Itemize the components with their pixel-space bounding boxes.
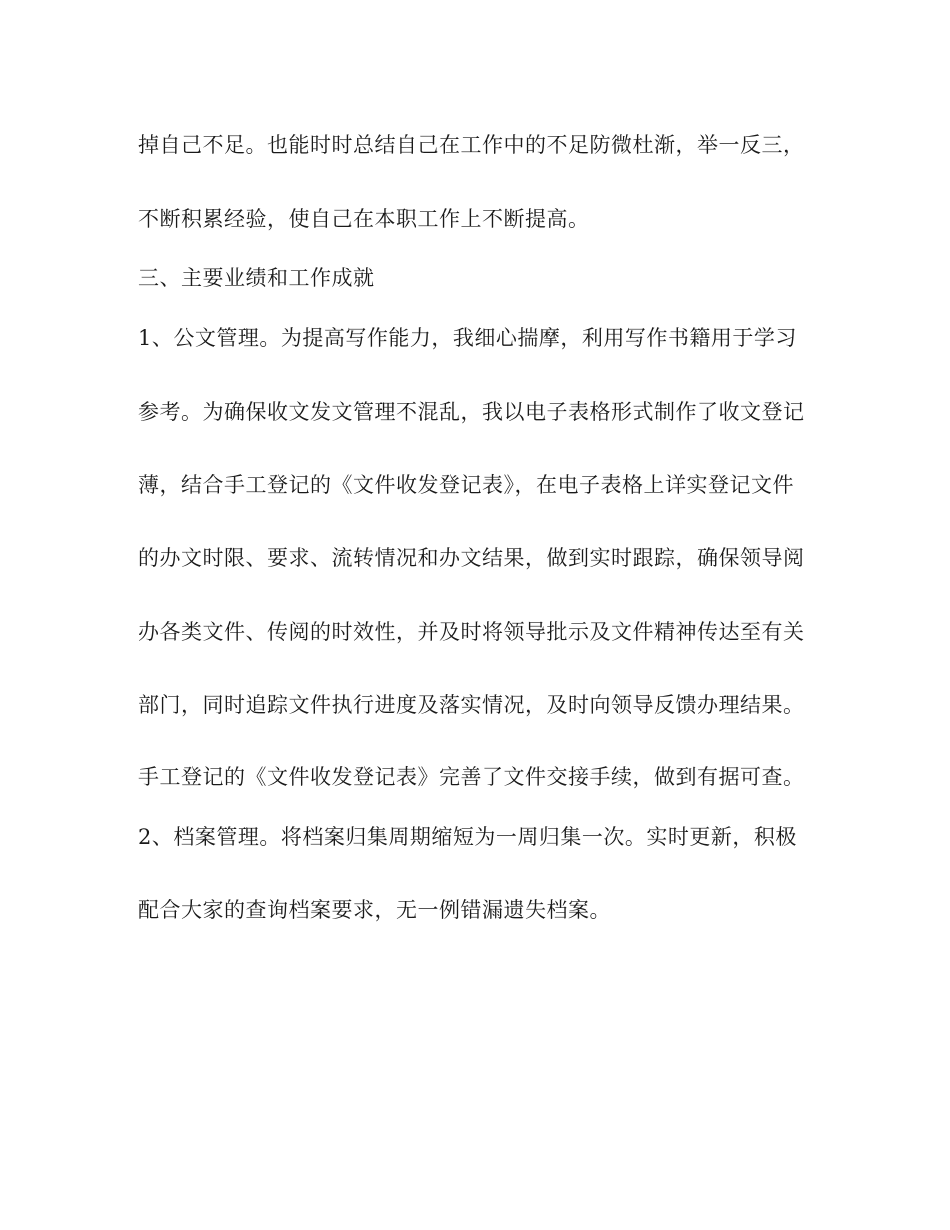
paragraph-line: 的办文时限、要求、流转情况和办文结果，做到实时跟踪，确保领导阅 bbox=[138, 546, 805, 570]
paragraph-line: 不断积累经验，使自己在本职工作上不断提高。 bbox=[138, 207, 590, 231]
paragraph-line: 手工登记的《文件收发登记表》完善了文件交接手续，做到有据可查。 bbox=[138, 765, 805, 789]
paragraph-line: 薄，结合手工登记的《文件收发登记表》，在电子表格上详实登记文件 bbox=[138, 473, 794, 497]
section-heading: 三、主要业绩和工作成就 bbox=[138, 266, 375, 290]
paragraph-line: 掉自己不足。也能时时总结自己在工作中的不足防微杜渐，举一反三， bbox=[138, 133, 805, 157]
paragraph-line: 2、档案管理。将档案归集周期缩短为一周归集一次。实时更新，积极 bbox=[138, 825, 797, 849]
paragraph-line: 办各类文件、传阅的时效性，并及时将领导批示及文件精神传达至有关 bbox=[138, 620, 805, 644]
paragraph-line: 1、公文管理。为提高写作能力，我细心揣摩，利用写作书籍用于学习 bbox=[138, 326, 797, 350]
paragraph-line: 参考。为确保收文发文管理不混乱，我以电子表格形式制作了收文登记 bbox=[138, 400, 805, 424]
paragraph-line: 部门，同时追踪文件执行进度及落实情况，及时向领导反馈办理结果。 bbox=[138, 693, 805, 717]
paragraph-line: 配合大家的查询档案要求，无一例错漏遗失档案。 bbox=[138, 898, 611, 922]
